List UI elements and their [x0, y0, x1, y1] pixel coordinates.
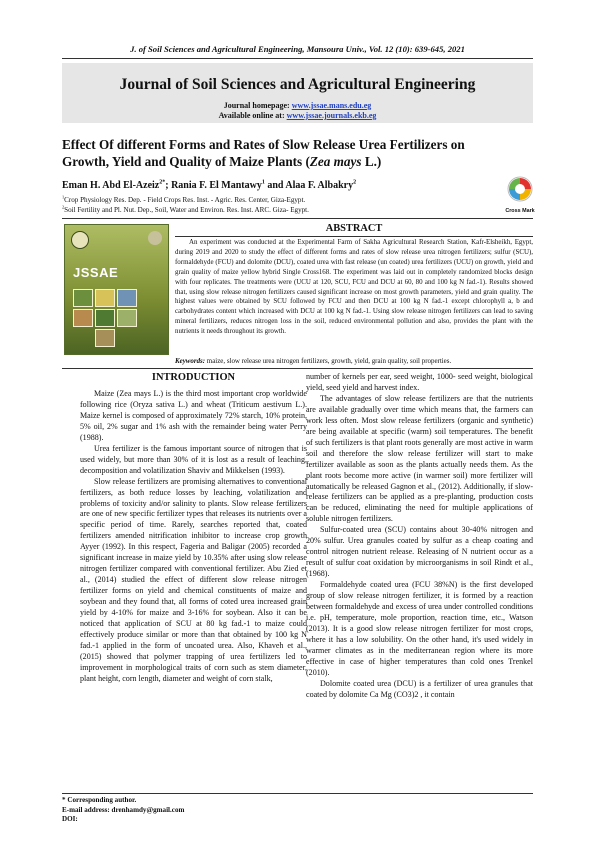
cover-photo [95, 329, 115, 347]
journal-banner [62, 63, 533, 123]
keywords-text: maize, slow release urea nitrogen fertilizers, growth, yield, grain quality, soil properties. [206, 357, 452, 365]
cover-photo [73, 309, 93, 327]
journal-online-line [62, 111, 533, 121]
cover-photo [117, 309, 137, 327]
paragraph: Formaldehyde coated urea (FCU 38%N) is the first developed group of slow release nitrogen fertilizer, it is formed by a reaction between formaldehyde and excess of urea under controlled conditions i.e. pH, temperature, mole proportion, reaction time, etc., Watson (2013). It is a good slow release nitrogen fertilizer for most crops, where it has a low solubility. On the other hand, it's used widely in warmer climates as in the mediterranean region where its more effective in case of higher temperatures than cold ones Trenkel (2010). [306, 580, 533, 677]
crossmark-icon [507, 176, 533, 202]
cover-title: JSSAE [73, 265, 119, 280]
cover-photo [73, 289, 93, 307]
abstract-text: An experiment was conducted at the Experimental Farm of Sakha Agricultural Research Station, Kafr-Elsheikh, Egypt, during 2019 and 2020 to study the effect of different forms and rates of slow release urea nitrogen fertilizers; sulfur (SCU), formaldehyde (FCU) and dolomite (DCU), coated urea with fast release (un coated) urea fertilizers (UCU) on growth, yield and grain quality of maize yellow hybrid Single Cross168. The experiment was laid out in completely randomized blocks design with four replicates. The treatments were (UCU at 120, SCU, FCU and DCU at 60, 80 and 100 kg N fad.-1). Results showed that, using slow release nitrogen fertilizers caused significant increase on most growth parameters, yield and grain quality. The highest values were obtained by SCU followed by FCU and then DCU at 100 kg N fad.-1 except chlorophyll a, b and carbohydrates content which increased with DCU at 100 kg N fad.-1. Using slow release nitrogen fertilizers can lead to saving mineral fertilizers, reduces nitrogen loss in the soil, reduced environmental pollution and also, provides the plant with the nutrients it needs throughout its growth. [175, 238, 533, 336]
footnote [62, 796, 184, 825]
doi-label: DOI: [62, 815, 78, 823]
paragraph: Urea fertilizer is the famous important source of nitrogen that is used widely, but more than 30% of it is lost as a result of leaching, decomposition and volatilization Shaviv and Mikkelsen (1993). [80, 443, 307, 475]
cover-photo [95, 309, 115, 327]
introduction-heading: INTRODUCTION [151, 372, 236, 383]
faculty-logo-icon [148, 231, 162, 245]
homepage-link[interactable]: www.jssae.mans.edu.eg [291, 101, 372, 110]
running-header: J. of Soil Sciences and Agricultural Engineering, Mansoura Univ., Vol. 12 (10): 639-645, 2021 [130, 44, 465, 54]
author-list: Eman H. Abd El-Azeiz$^{2*}$; Rania F. El Mantawy$^1$ and Alaa F. Albakry$^2$ [62, 179, 357, 191]
footer-rule [62, 793, 533, 794]
paragraph: Sulfur-coated urea (SCU) contains about 30-40% nitrogen and 20% sulfur. Urea granules coated by sulfur as a cheap coating and control nitrogen nutrient release. Releasing of N nutrient occur as a result of sulfur coat oxidation by microorganisms in soil Rindt et al., (1968). [306, 525, 533, 579]
paragraph: Slow release fertilizers are promising alternatives to conventional fertilizers, as both reduce losses by leaching, volatilization and problems of toxicity and/or salinity to plants. Slow release fertilizers are one of new specific fertilizer types that releases its nutrients over a specific period of time. Rarely, searches reported that, coated fertilizers amended nitrification inhibitor to increase crop growth Ayyer (1992). In this respect, Fageria and Baligar (2005) recorded a significant increase in maize yield by 10.35% after using slow release nitrogen fertilizer compared with conventional fertilizer. Abu Zied et al., (2014) studied the effect of different slow release nitrogen fertilizer forms on yield and chemical constituents of maize and soybean and they found that, all forms of coted urea increased grain yield by 4-10% for maize and 3-16% for soybean. Also it can be noticed that application of SCU at 80 kg fad.-1 to maize could effectively produce similar or more than that obtained by 100 kg N fad.-1 applied in the form of uncoated urea. Also, Khaveh et al., (2015) showed that polymer trapping of urea fertilizers led to improvement in morphological traits of corn such as stem diameter, plant height, corn length, diameter and weight of corn stalk, [80, 476, 307, 683]
affiliation-2: $^2$Soil Fertility and Pl. Nut. Dep., Soil, Water and Environ. Res. Inst. ARC. Giza- Egypt. [62, 204, 309, 214]
abstract-rule [62, 368, 533, 369]
abstract-heading: ABSTRACT [175, 223, 533, 237]
author-1: Eman H. Abd El-Azeiz [62, 180, 160, 191]
paragraph: Maize (Zea mays L.) is the third most important crop worldwide following rice (Oryza sativa L.) and wheat (Triticum aestivum L.). Maize kernel is composed of approximately 72% starch, 10% protein, 5% oil, 2% sugar and 1% ash with the remainder being water Perry (1988). [80, 389, 307, 442]
journal-title: Journal of Soil Sciences and Agricultural Engineering [119, 76, 476, 93]
keywords-line [175, 357, 533, 365]
online-link[interactable]: www.jssae.journals.ekb.eg [286, 111, 377, 120]
online-label: Available online at: [218, 111, 285, 120]
homepage-label: Journal homepage: [223, 101, 290, 110]
journal-homepage-line [62, 101, 533, 111]
paragraph: The advantages of slow release fertilizers are that the nutrients are available gradually over time which means that, the farmers can work less often. Most slow release fertilizers (organic and synthetic) are being available at specific (warm) soil temperatures. The benefit of such fertilizers is that plant roots generally are most active in warm soil and therefore the slow release fertilizer will start to make fertilizer available as soon as the plants actually needs them. As the plant roots become more active (in warmer soil) more fertilizer will automatically be released Gagnon et al., (2012). Additionally, if slow-release fertilizers can be applied as a pre-planting, production costs can be reduced, eliminating the need for multiple applications of soluble nitrogen fertilizers. [306, 393, 533, 524]
author-2: Rania F. El Mantawy [171, 180, 262, 191]
article-title: Effect Of different Forms and Rates of Slow Release Urea Fertilizers on Growth, Yield and Quality of Maize Plants (Zea mays L.) [62, 137, 465, 169]
email-address: E-mail address: drenhamdy@gmail.com [62, 805, 185, 814]
journal-cover-image [64, 224, 169, 355]
university-logo-icon [71, 231, 89, 249]
corresponding-author-note: * Corresponding author. [62, 796, 137, 804]
header-rule [62, 58, 533, 59]
crossmark-label: Cross Mark [505, 208, 535, 214]
crossmark-badge[interactable] [498, 176, 542, 214]
paragraph: Dolomite coated urea (DCU) is a fertilizer of urea granules that coated by dolomite Ca Mg (CO3)2 , it contain [306, 678, 533, 699]
cover-photo [117, 289, 137, 307]
body-column-left [80, 372, 307, 685]
keywords-label: Keywords: [175, 357, 206, 365]
author-3: Alaa F. Albakry [285, 180, 354, 191]
title-species: Zea mays [309, 154, 362, 169]
affiliation-1: $^1$Crop Physiology Res. Dep. - Field Crops Res. Inst. - Agric. Res. Center, Giza-Egypt. [62, 194, 306, 204]
paragraph: number of kernels per ear, seed weight, 1000- seed weight, biological yield, seed yield and harvest index. [306, 372, 533, 392]
cover-photo [95, 289, 115, 307]
body-column-right [306, 372, 533, 701]
affiliation-rule [62, 218, 533, 219]
